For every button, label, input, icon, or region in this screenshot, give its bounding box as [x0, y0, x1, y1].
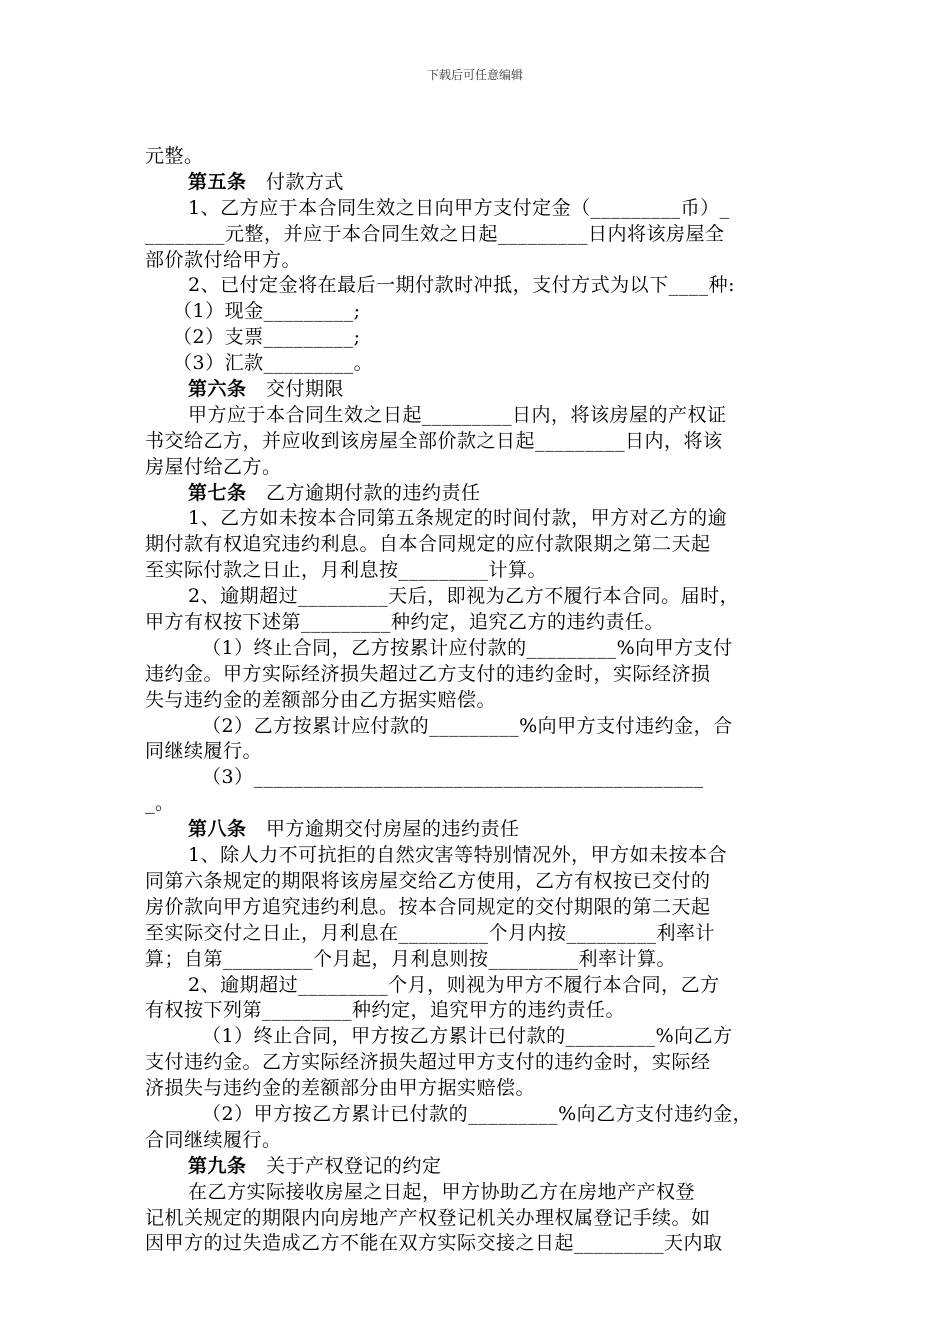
- article-number: 第七条: [188, 481, 247, 504]
- text-line: 济损失与违约金的差额部分由甲方据实赔偿。: [145, 1077, 536, 1100]
- list-item: （1）现金_________;: [173, 300, 361, 323]
- article-number: 第六条: [188, 378, 247, 401]
- text-line: 期付款有权追究违约利息。自本合同规定的应付款限期之第二天起: [145, 533, 711, 556]
- article-number: 第八条: [188, 818, 247, 841]
- text-line: 1、除人力不可抗拒的自然灾害等特别情况外，甲方如未按本合: [188, 844, 728, 867]
- list-item: （1）终止合同，乙方按累计应付款的_________%向甲方支付: [202, 636, 733, 659]
- document-body: [145, 144, 817, 1257]
- text-line: 至实际交付之日止，月利息在_________个月内按_________利率计: [145, 921, 716, 944]
- text-line: 支付违约金。乙方实际经济损失超过甲方支付的违约金时，实际经: [145, 1051, 711, 1074]
- text-line: 1、乙方如未按本合同第五条规定的时间付款，甲方对乙方的逾: [188, 507, 728, 530]
- article-heading: [145, 481, 817, 507]
- list-item: （1）终止合同，甲方按乙方累计已付款的_________%向乙方: [202, 1025, 733, 1048]
- text-line: 记机关规定的期限内向房地产产权登记机关办理权属登记手续。如: [145, 1206, 711, 1229]
- text-line: 部价款付给甲方。: [145, 248, 302, 271]
- article-title: 乙方逾期付款的违约责任: [246, 481, 481, 504]
- text-line: 2、已付定金将在最后一期付款时冲抵，支付方式为以下____种:: [188, 274, 735, 297]
- text-line: 书交给乙方，并应收到该房屋全部价款之日起_________日内，将该: [145, 429, 723, 452]
- text-line: 1、乙方应于本合同生效之日向甲方支付定金（_________币）_: [188, 196, 730, 219]
- text-line: 同继续履行。: [145, 740, 263, 763]
- text-line: 甲方应于本合同生效之日起_________日内，将该房屋的产权证: [188, 403, 727, 426]
- text-line: 同第六条规定的期限将该房屋交给乙方使用，乙方有权按已交付的: [145, 869, 711, 892]
- list-item: （3）_____________________________________________: [202, 766, 704, 789]
- article-number: 第九条: [188, 1154, 247, 1177]
- text-line: 失与违约金的差额部分由乙方据实赔偿。: [145, 688, 497, 711]
- text-line: 有权按下列第_________种约定，追究甲方的违约责任。: [145, 999, 626, 1022]
- text-line: 甲方有权按下述第_________种约定，追究乙方的违约责任。: [145, 611, 665, 634]
- text-line: 房屋付给乙方。: [145, 455, 282, 478]
- list-item: （2）支票_________;: [173, 326, 361, 349]
- text-line: 合同继续履行。: [145, 1128, 282, 1151]
- article-number: 第五条: [188, 170, 247, 193]
- text-line: 因甲方的过失造成乙方不能在双方实际交接之日起_________天内取: [145, 1232, 723, 1255]
- text-line: 至实际付款之日止，月利息按_________计算。: [145, 559, 548, 582]
- article-title: 甲方逾期交付房屋的违约责任: [246, 818, 520, 841]
- article-title: 付款方式: [246, 170, 345, 193]
- text-line: 2、逾期超过_________天后，即视为乙方不履行本合同。届时，: [188, 585, 740, 608]
- list-item: （2）乙方按累计应付款的_________%向甲方支付违约金，合: [202, 714, 733, 737]
- article-heading: [145, 170, 817, 196]
- page-header: 下载后可任意编辑: [426, 68, 523, 82]
- text-line: 2、逾期超过_________个月，则视为甲方不履行本合同，乙方: [188, 973, 720, 996]
- article-heading: [145, 1154, 817, 1180]
- text-line: 房价款向甲方追究违约利息。按本合同规定的交付期限的第二天起: [145, 895, 711, 918]
- list-item: （2）甲方按乙方累计已付款的_________%向乙方支付违约金，: [202, 1102, 753, 1125]
- article-title: 关于产权登记的约定: [246, 1154, 442, 1177]
- text-line: _。: [145, 792, 175, 815]
- list-item: （3）汇款_________。: [173, 352, 374, 375]
- article-heading: [145, 817, 817, 843]
- text-line: 违约金。甲方实际经济损失超过乙方支付的违约金时，实际经济损: [145, 662, 711, 685]
- text-line: ________元整，并应于本合同生效之日起_________日内将该房屋全: [145, 222, 725, 245]
- text-line: 在乙方实际接收房屋之日起，甲方协助乙方在房地产产权登: [188, 1180, 696, 1203]
- article-heading: [145, 377, 817, 403]
- text-line: 元整。: [145, 145, 204, 167]
- text-line: 算；自第_________个月起，月利息则按_________利率计算。: [145, 947, 677, 970]
- article-title: 交付期限: [246, 378, 345, 401]
